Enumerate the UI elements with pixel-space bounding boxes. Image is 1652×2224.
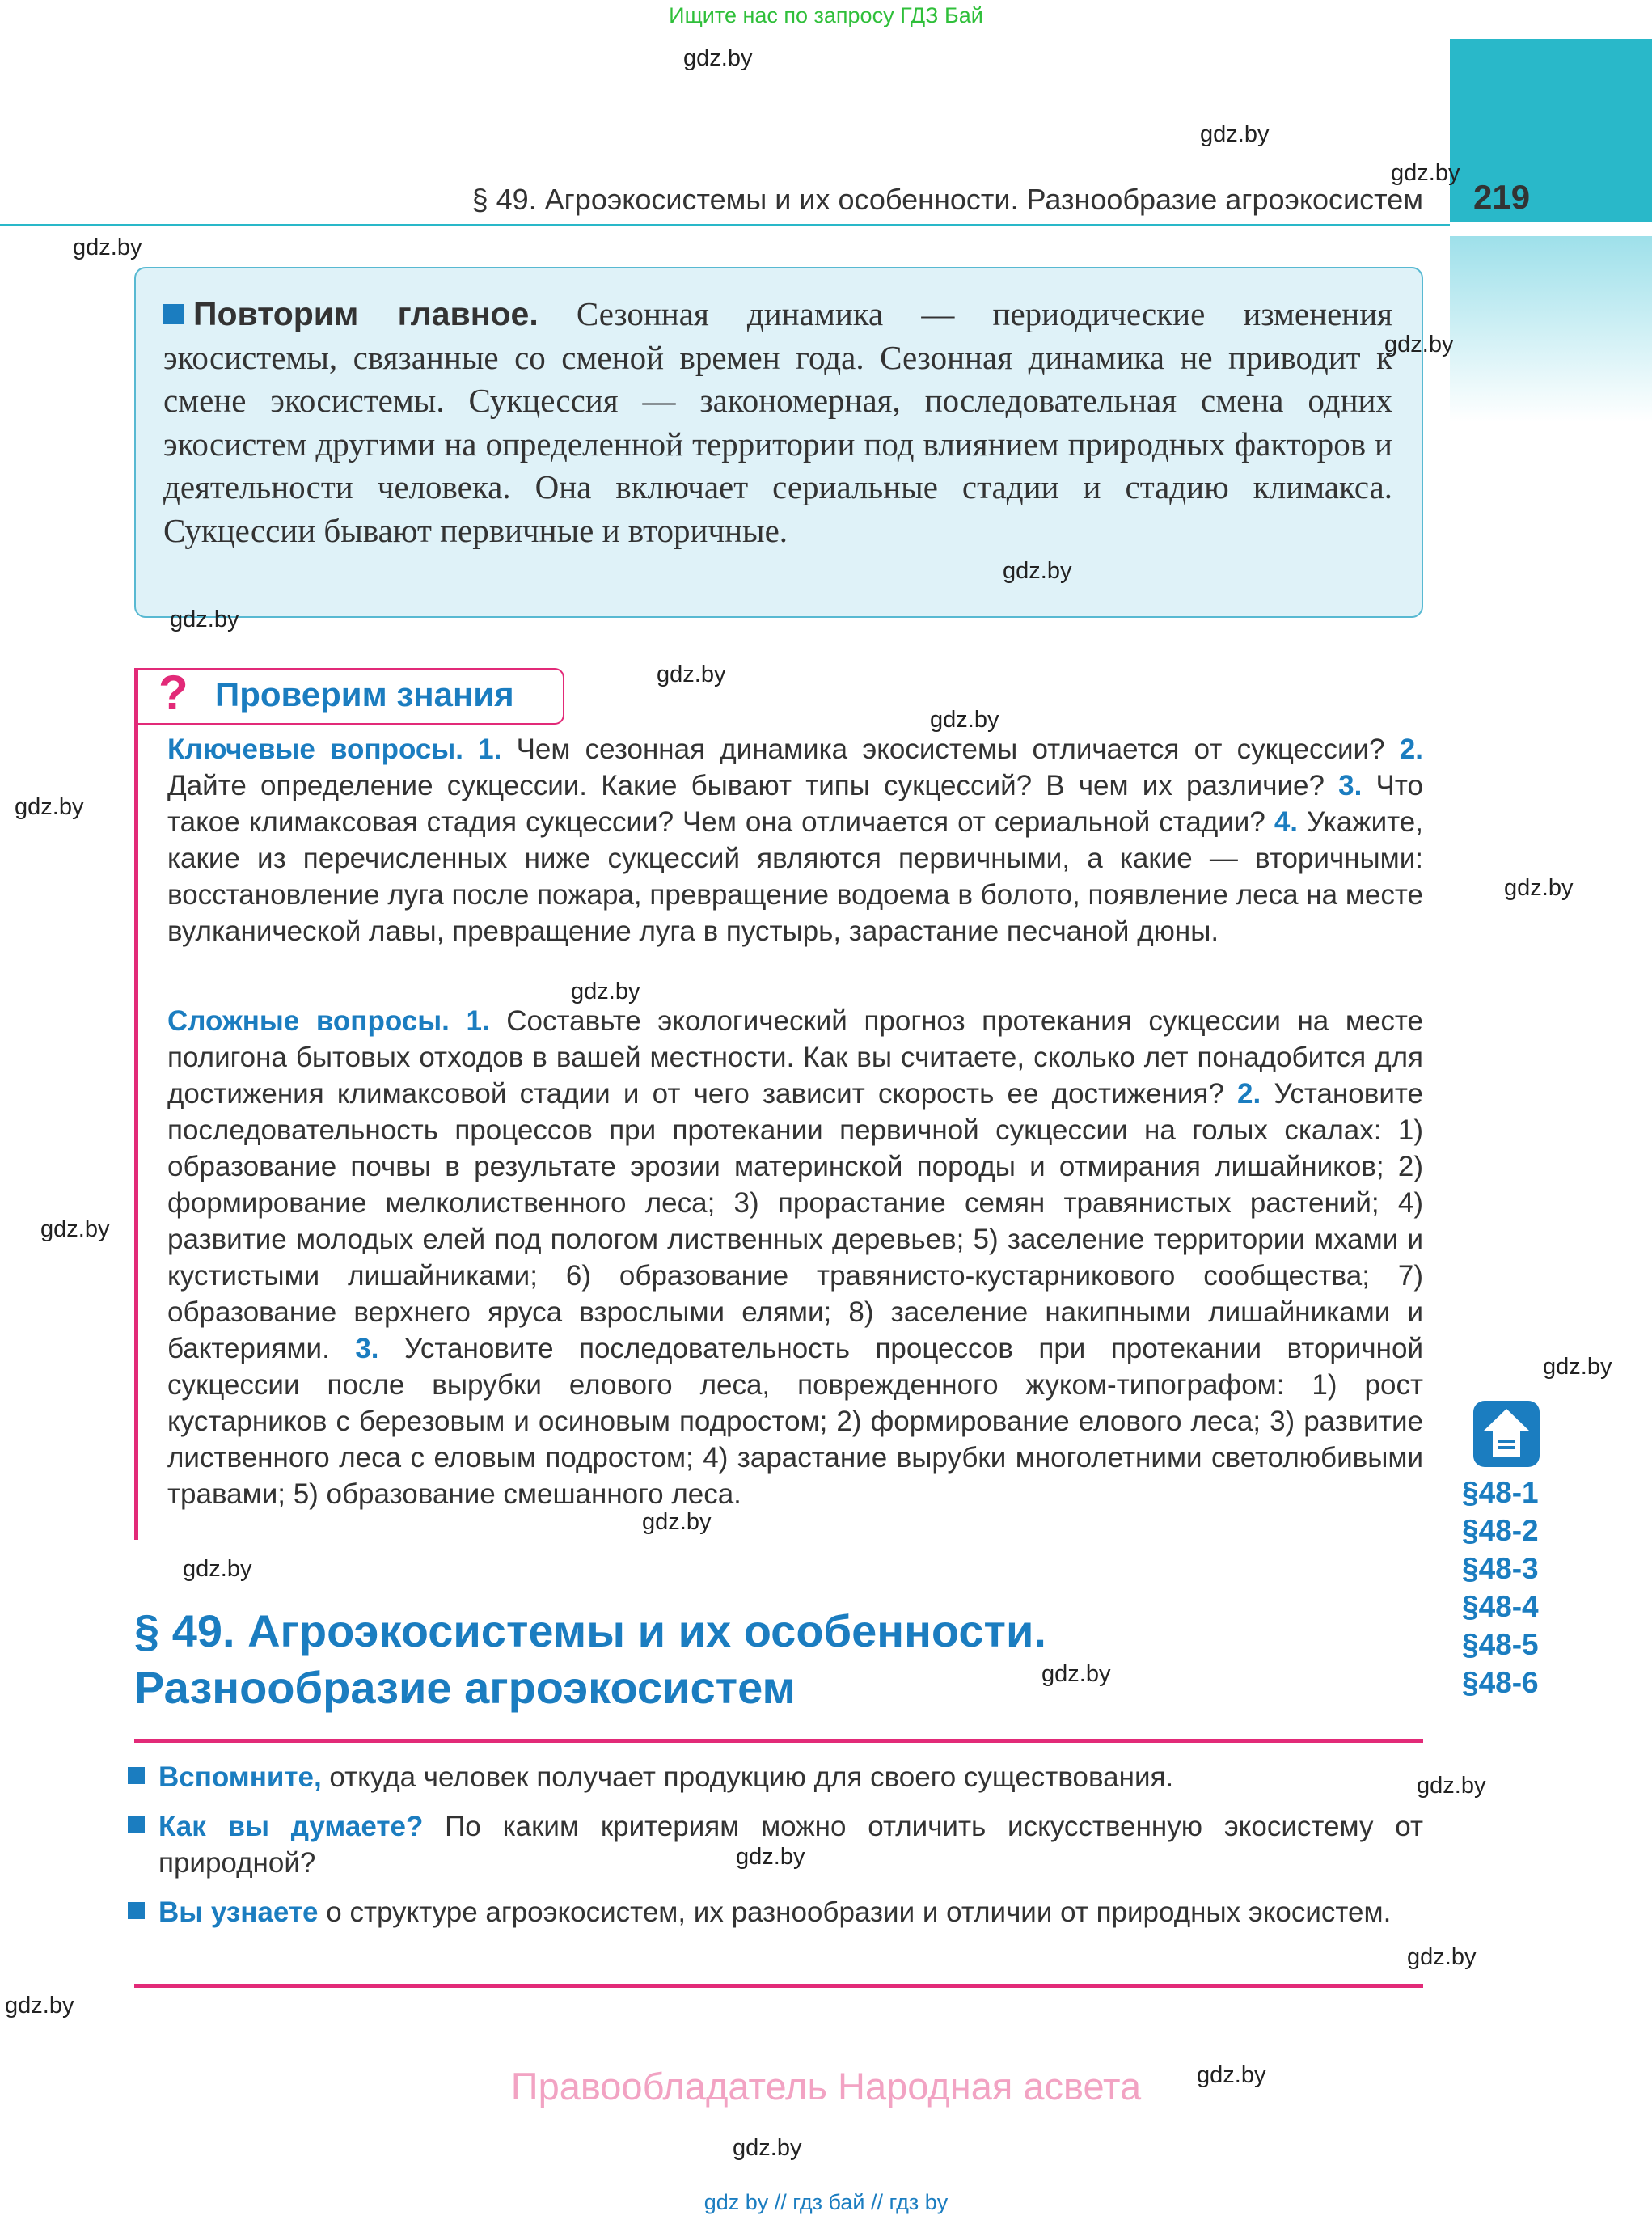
home-icon[interactable] [1473,1401,1540,1467]
header-rule [0,224,1450,226]
question-number: 2. [1237,1078,1261,1110]
section-rule-bottom [134,1984,1423,1988]
key-questions-label: Ключевые вопросы. [167,734,463,765]
page-number: 219 [1473,178,1531,216]
watermark: gdz.by [183,1556,252,1582]
watermark: gdz.by [1200,121,1270,147]
hard-questions-label: Сложные вопросы. [167,1005,450,1037]
intro-text: о структуре агроэкосистем, их разнообразии и отличии от природных экосистем. [326,1896,1392,1928]
paragraph-link[interactable]: §48-6 [1462,1666,1539,1699]
watermark: gdz.by [5,1993,74,2019]
paragraph-link[interactable]: §48-4 [1462,1590,1539,1623]
intro-item [158,1759,1423,1795]
hard-questions [167,1003,1423,1512]
top-banner: Ищите нас по запросу ГДЗ Бай [669,3,983,27]
watermark: gdz.by [15,794,84,820]
paragraph-link[interactable]: §48-1 [1462,1476,1539,1509]
watermark: gdz.by [1197,2062,1266,2088]
question-text: Укажите, какие из перечисленных ниже сукцессий являются первичными, а какие — вторичными: восстановление луга после пожара, превращение водоема в болото, появление леса на месте вулканической лавы, превращение луга в пустырь, зарастание песчаной дюны. [167,806,1423,947]
watermark: gdz.by [1041,1661,1111,1687]
section-rule-top [134,1739,1423,1743]
intro-item [158,1894,1423,1930]
section-title-line: § 49. Агроэкосистемы и их особенности. [134,1605,1046,1656]
section-title-line: Разнообразие агроэкосистем [134,1662,796,1713]
watermark: gdz.by [170,607,239,632]
question-number: 1. [478,734,502,765]
intro-label: Вы узнаете [158,1896,319,1928]
watermark: gdz.by [1504,875,1574,901]
watermark: gdz.by [1003,558,1072,584]
question-text: Установите последовательность процессов при протекании вторичной сукцессии после вырубки елового леса, поврежденного жуком-типографом: 1) рост кустарников с березовым и осиновым подростом; 2) формирование елового леса; 3) развитие лиственного леса с еловым подростом; 4) зарастание вырубки многолетними светолюбивыми травами; 5) образование смешанного леса. [167,1333,1424,1510]
intro-text: По каким критериям можно отличить искусственную экосистему от природной? [158,1811,1423,1879]
watermark: gdz.by [1407,1944,1477,1970]
watermark: gdz.by [571,979,640,1004]
watermark: gdz.by [736,1844,805,1870]
question-text: Составьте экологический прогноз протекания сукцессии на месте полигона бытовых отходов в вашей местности. Как вы считаете, сколько лет понадобится для достижения климаксовой стадии и от чего зависит скорость ее достижения? [167,1005,1423,1110]
question-number: 3. [355,1333,379,1364]
questions-side-bar [134,668,138,1540]
watermark: gdz.by [1543,1354,1612,1380]
question-mark-icon: ? [158,666,188,720]
question-text: Чем сезонная динамика экосистемы отличается от сукцессии? [516,734,1385,765]
running-head: § 49. Агроэкосистемы и их особенности. Разнообразие агроэкосистем [471,183,1423,216]
question-text: Установите последовательность процессов при протекании первичной сукцессии на голых скалах: 1) образование почвы в результате эрозии материнской породы и отмирания лишайников; 2) формирование мелколиственного леса; 3) прорастание семян травянистых растений; 4) развитие молодых елей под пологом лиственных деревьев; 5) заселение территории мхами и кустистыми лишайниками; 6) образование травянисто-кустарникового сообщества; 7) образование верхнего яруса взрослыми елями; 8) заселение накипными лишайниками и бактериями. [167,1078,1423,1364]
intro-label: Вспомните, [158,1761,322,1793]
page-corner-fade [1450,236,1652,422]
watermark: gdz.by [1417,1773,1486,1799]
question-text: Дайте определение сукцессии. Какие бывают типы сукцессий? В чем их различие? [167,770,1325,801]
bullet-square-icon [163,304,184,324]
question-number: 3. [1338,770,1363,801]
question-number: 4. [1274,806,1299,838]
summary-text [163,293,1392,552]
watermark: gdz.by [642,1509,712,1535]
summary-label: Повторим главное. [193,295,539,332]
key-questions [167,731,1423,949]
watermark: gdz.by [657,662,726,687]
watermark: gdz.by [683,45,753,71]
intro-text: откуда человек получает продукцию для своего существования. [329,1761,1174,1793]
watermark: gdz.by [73,235,142,260]
paragraph-links [1462,1474,1559,1702]
paragraph-link[interactable]: §48-2 [1462,1514,1539,1547]
watermark: gdz.by [930,707,999,733]
bottom-links: gdz by // гдз бай // гдз by [703,2190,949,2214]
watermark: gdz.by [1384,332,1454,357]
check-knowledge-title: Проверим знания [215,675,514,713]
question-text: Что такое климаксовая стадия сукцессии? Чем она отличается от сериальной стадии? [167,770,1423,838]
section-title [134,1603,1428,1716]
watermark: gdz.by [40,1216,110,1242]
copyright: Правообладатель Народная асвета [510,2065,1142,2108]
bullet-square-icon [128,1816,145,1833]
intro-label: Как вы думаете? [158,1811,424,1842]
bullet-square-icon [128,1902,145,1919]
bullet-square-icon [128,1767,145,1784]
question-number: 2. [1399,734,1423,765]
paragraph-link[interactable]: §48-5 [1462,1628,1539,1661]
question-number: 1. [466,1005,490,1037]
paragraph-link[interactable]: §48-3 [1462,1552,1539,1585]
watermark: gdz.by [1391,160,1460,186]
watermark: gdz.by [733,2135,802,2161]
summary-body: Сезонная динамика — периодические изменения экосистемы, связанные со сменой времен года. Сезонная динамика не приводит к смене экосистемы. Сукцессия — закономерная, последовательная смена одних экосистем другими на определенной территории под влиянием природных факторов и деятельности человека. Она включает сериальные стадии и стадию климакса. Сукцессии бывают первичные и вторичные. [163,295,1393,549]
